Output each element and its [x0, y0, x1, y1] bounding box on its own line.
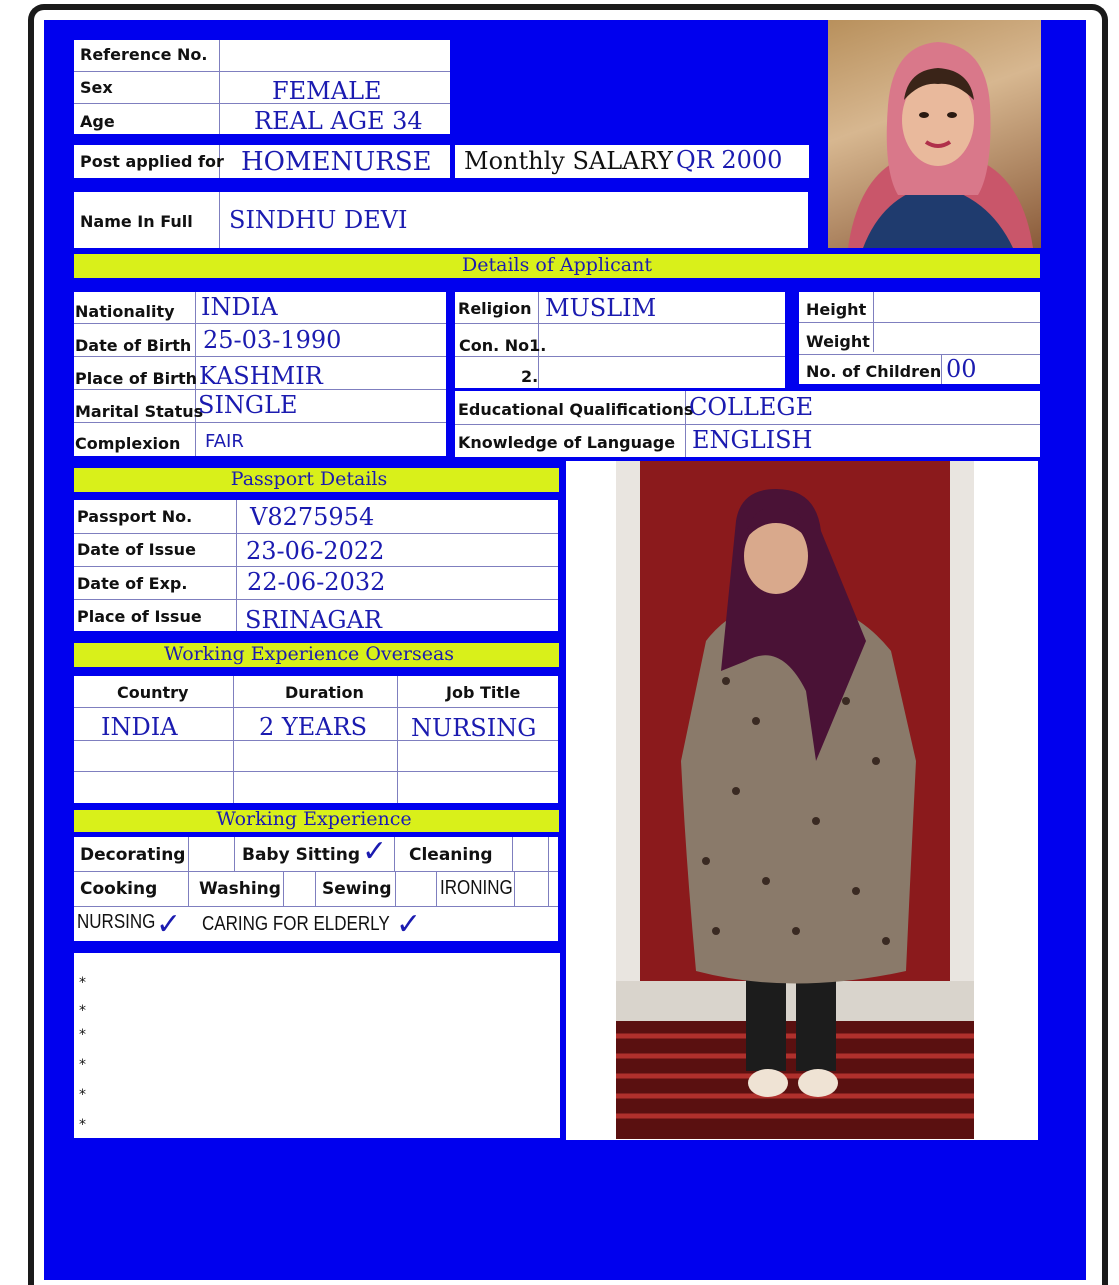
post-value: HOMENURSE [241, 147, 432, 177]
details-title: Details of Applicant [462, 254, 652, 276]
education-value: COLLEGE [689, 393, 814, 421]
religion-value: MUSLIM [545, 294, 657, 322]
pob-label: Place of Birth [75, 369, 198, 388]
language-label: Knowledge of Language [458, 433, 676, 452]
religion-label: Religion [458, 299, 532, 318]
overseas-header-country: Country [117, 683, 189, 702]
nationality-value: INDIA [201, 293, 278, 321]
overseas-duration-value: 2 YEARS [259, 713, 368, 741]
overseas-country-value: INDIA [101, 713, 178, 741]
skill-nursing: NURSING [77, 911, 156, 933]
sex-label: Sex [80, 78, 113, 97]
experience-title: Working Experience [216, 808, 412, 830]
age-value: REAL AGE 34 [254, 107, 423, 135]
portrait-photo [828, 20, 1041, 248]
skill-caring-elderly: CARING FOR ELDERLY [202, 913, 390, 935]
issue-place-label: Place of Issue [77, 607, 202, 626]
complexion-label: Complexion [75, 434, 181, 453]
pob-value: KASHMIR [199, 362, 323, 390]
skill-washing: Washing [199, 879, 281, 899]
education-label: Educational Qualifications [458, 400, 694, 419]
full-body-illustration [616, 461, 974, 1139]
weight-label: Weight [806, 332, 870, 351]
age-label: Age [80, 112, 115, 131]
issue-place-value: SRINAGAR [245, 606, 382, 634]
skill-ironing: IRONING [440, 877, 513, 899]
overseas-header-duration: Duration [285, 683, 364, 702]
language-value: ENGLISH [692, 426, 813, 454]
marital-label: Marital Status [75, 402, 204, 421]
caring-elderly-check-icon: ✓ [396, 907, 422, 942]
name-label: Name In Full [80, 212, 193, 231]
skill-decorating: Decorating [80, 845, 186, 865]
issue-date-label: Date of Issue [77, 540, 196, 559]
notes-box [74, 953, 560, 1138]
skill-cleaning: Cleaning [409, 845, 493, 865]
salary-label: Monthly SALARY [464, 147, 673, 175]
dob-label: Date of Birth [75, 336, 192, 355]
note-bullet-6: * [79, 1117, 86, 1133]
note-bullet-3: * [79, 1027, 86, 1043]
sex-value: FEMALE [272, 77, 382, 105]
nationality-label: Nationality [75, 302, 175, 321]
issue-date-value: 23-06-2022 [246, 537, 385, 565]
overseas-header-job: Job Title [446, 683, 521, 702]
marital-value: SINGLE [198, 391, 298, 419]
exp-date-value: 22-06-2032 [247, 568, 386, 596]
overseas-title: Working Experience Overseas [163, 643, 455, 665]
post-label: Post applied for [80, 152, 224, 171]
con2-label: 2. [521, 367, 539, 386]
reference-label: Reference No. [80, 45, 208, 64]
skill-baby-sitting: Baby Sitting [242, 845, 361, 865]
overseas-job-value: NURSING [411, 714, 537, 742]
children-label: No. of Children [806, 362, 942, 381]
con1-label: Con. No1. [459, 336, 547, 355]
note-bullet-2: * [79, 1003, 86, 1019]
nursing-check-icon: ✓ [156, 907, 182, 942]
height-label: Height [806, 300, 867, 319]
portrait-illustration [828, 20, 1041, 248]
salary-value: QR 2000 [676, 146, 783, 174]
passport-number-value: V8275954 [250, 503, 375, 531]
note-bullet-4: * [79, 1057, 86, 1073]
dob-value: 25-03-1990 [203, 326, 342, 354]
note-bullet-5: * [79, 1087, 86, 1103]
passport-title: Passport Details [230, 468, 388, 490]
complexion-value: FAIR [205, 431, 244, 452]
full-body-photo [616, 461, 974, 1139]
baby-sitting-check-icon: ✓ [362, 834, 388, 869]
name-value: SINDHU DEVI [229, 206, 408, 234]
skill-sewing: Sewing [322, 879, 392, 899]
passport-number-label: Passport No. [77, 507, 193, 526]
skill-cooking: Cooking [80, 879, 158, 899]
children-value: 00 [946, 355, 977, 383]
note-bullet-1: * [79, 975, 86, 991]
exp-date-label: Date of Exp. [77, 574, 188, 593]
